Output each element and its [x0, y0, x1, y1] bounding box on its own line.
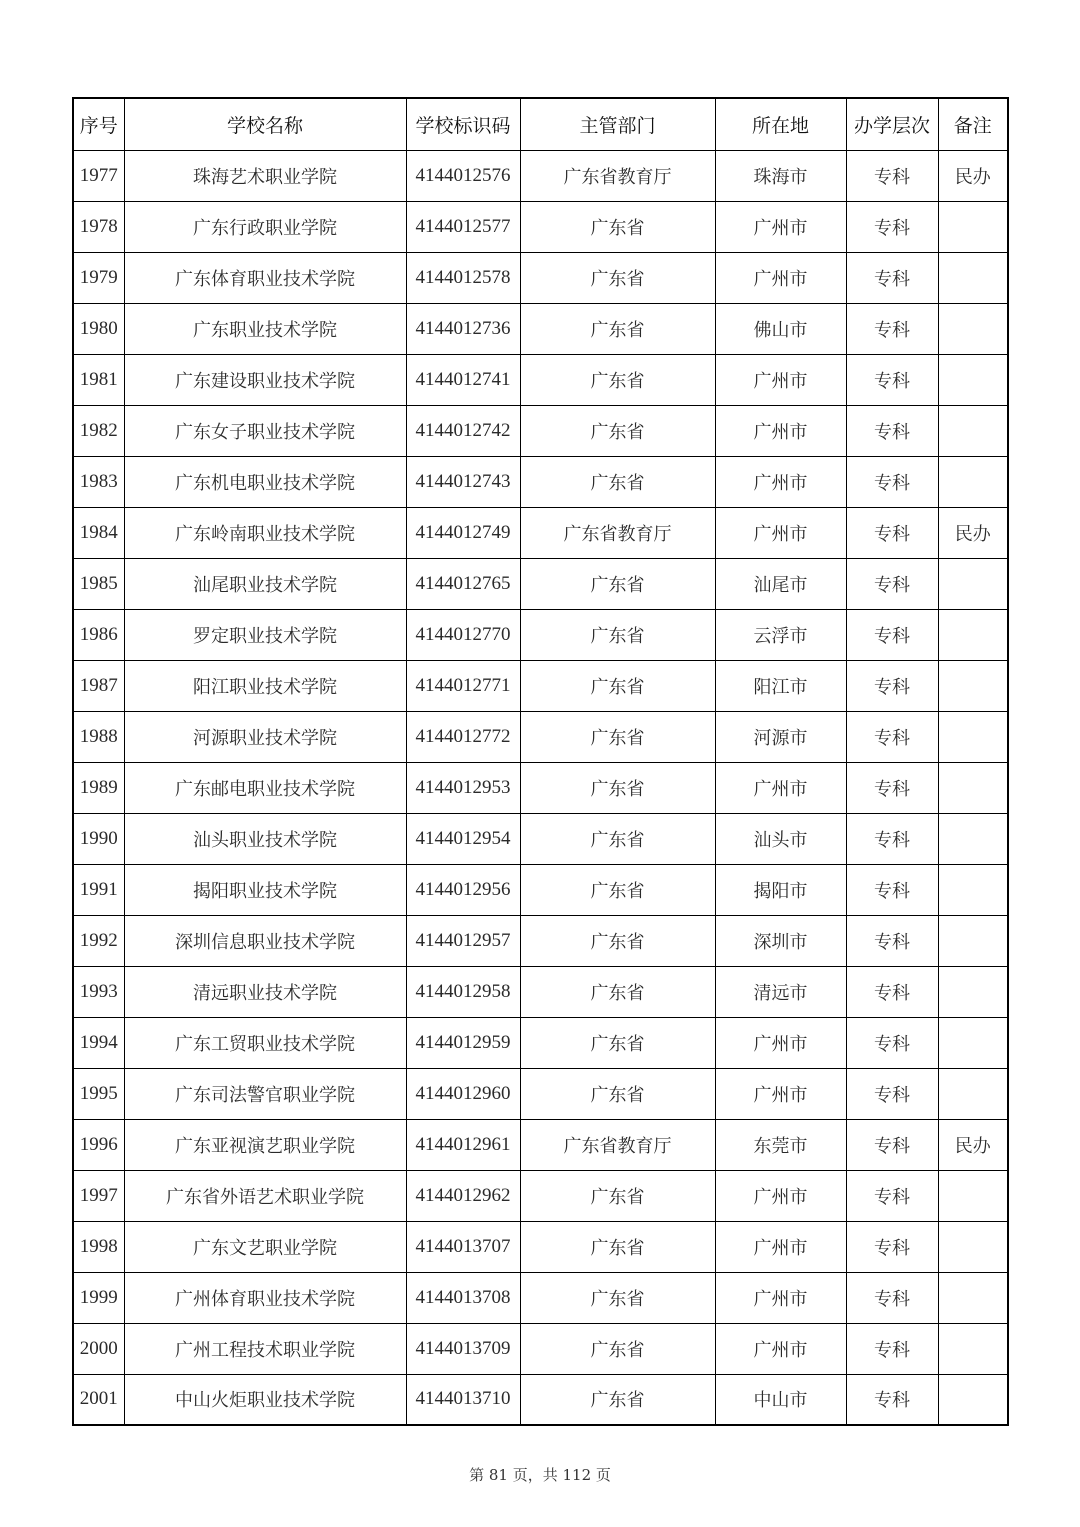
cell-school-name: 广东女子职业技术学院: [124, 405, 406, 456]
cell-level: 专科: [846, 1323, 938, 1374]
cell-department: 广东省: [520, 915, 715, 966]
cell-seq: 1990: [73, 813, 124, 864]
cell-department: 广东省: [520, 201, 715, 252]
table-row: [73, 558, 1008, 609]
cell-department: 广东省: [520, 1221, 715, 1272]
table-row: [73, 1323, 1008, 1374]
cell-location: 广州市: [715, 1068, 846, 1119]
cell-department: 广东省: [520, 303, 715, 354]
cell-department: 广东省: [520, 1272, 715, 1323]
header-note: 备注: [938, 98, 1008, 150]
cell-school-code: 4144012956: [406, 864, 520, 915]
header-level: 办学层次: [846, 98, 938, 150]
cell-note: [938, 1374, 1008, 1425]
cell-school-code: 4144012576: [406, 150, 520, 201]
cell-school-code: 4144012957: [406, 915, 520, 966]
cell-school-code: 4144012743: [406, 456, 520, 507]
table-row: [73, 813, 1008, 864]
cell-location: 东莞市: [715, 1119, 846, 1170]
cell-department: 广东省: [520, 966, 715, 1017]
cell-level: 专科: [846, 558, 938, 609]
table-row: [73, 507, 1008, 558]
cell-note: [938, 915, 1008, 966]
cell-note: [938, 762, 1008, 813]
cell-location: 中山市: [715, 1374, 846, 1425]
cell-seq: 1980: [73, 303, 124, 354]
table-row: [73, 1374, 1008, 1425]
cell-note: [938, 354, 1008, 405]
cell-location: 汕尾市: [715, 558, 846, 609]
cell-seq: 1993: [73, 966, 124, 1017]
cell-school-code: 4144012953: [406, 762, 520, 813]
cell-seq: 1995: [73, 1068, 124, 1119]
cell-note: [938, 1170, 1008, 1221]
cell-note: 民办: [938, 1119, 1008, 1170]
cell-level: 专科: [846, 150, 938, 201]
cell-location: 广州市: [715, 762, 846, 813]
cell-department: 广东省: [520, 354, 715, 405]
cell-school-name: 广东职业技术学院: [124, 303, 406, 354]
table-row: [73, 711, 1008, 762]
cell-school-code: 4144012961: [406, 1119, 520, 1170]
header-row: [73, 98, 1008, 150]
cell-school-name: 阳江职业技术学院: [124, 660, 406, 711]
table-row: [73, 405, 1008, 456]
cell-level: 专科: [846, 660, 938, 711]
cell-note: 民办: [938, 507, 1008, 558]
cell-level: 专科: [846, 1221, 938, 1272]
cell-location: 阳江市: [715, 660, 846, 711]
header-school-code: 学校标识码: [406, 98, 520, 150]
table-row: [73, 864, 1008, 915]
table-row: [73, 1170, 1008, 1221]
cell-level: 专科: [846, 915, 938, 966]
cell-location: 云浮市: [715, 609, 846, 660]
cell-level: 专科: [846, 354, 938, 405]
cell-department: 广东省: [520, 1170, 715, 1221]
cell-note: [938, 966, 1008, 1017]
cell-level: 专科: [846, 966, 938, 1017]
cell-note: [938, 864, 1008, 915]
cell-location: 广州市: [715, 1272, 846, 1323]
cell-school-code: 4144013709: [406, 1323, 520, 1374]
header-school-name: 学校名称: [124, 98, 406, 150]
cell-school-name: 广州体育职业技术学院: [124, 1272, 406, 1323]
table-row: [73, 609, 1008, 660]
cell-seq: 1981: [73, 354, 124, 405]
cell-school-name: 广东行政职业学院: [124, 201, 406, 252]
cell-seq: 1997: [73, 1170, 124, 1221]
cell-level: 专科: [846, 1272, 938, 1323]
table-row: [73, 201, 1008, 252]
page-footer: 第 81 页，共 112 页: [469, 1466, 611, 1484]
cell-note: [938, 252, 1008, 303]
table-body: [73, 150, 1008, 1425]
cell-department: 广东省: [520, 864, 715, 915]
table-row: [73, 1221, 1008, 1272]
cell-seq: 1998: [73, 1221, 124, 1272]
cell-location: 广州市: [715, 1221, 846, 1272]
table-row: [73, 303, 1008, 354]
cell-department: 广东省教育厅: [520, 150, 715, 201]
cell-school-code: 4144012736: [406, 303, 520, 354]
cell-school-code: 4144012765: [406, 558, 520, 609]
cell-department: 广东省: [520, 405, 715, 456]
cell-seq: 1994: [73, 1017, 124, 1068]
header-seq: 序号: [73, 98, 124, 150]
cell-location: 清远市: [715, 966, 846, 1017]
cell-school-name: 广东工贸职业技术学院: [124, 1017, 406, 1068]
cell-department: 广东省: [520, 762, 715, 813]
cell-location: 广州市: [715, 354, 846, 405]
header-location: 所在地: [715, 98, 846, 150]
cell-level: 专科: [846, 201, 938, 252]
cell-location: 深圳市: [715, 915, 846, 966]
cell-seq: 1989: [73, 762, 124, 813]
table-row: [73, 252, 1008, 303]
cell-seq: 1984: [73, 507, 124, 558]
cell-school-code: 4144013708: [406, 1272, 520, 1323]
cell-school-name: 广东省外语艺术职业学院: [124, 1170, 406, 1221]
cell-school-code: 4144012962: [406, 1170, 520, 1221]
cell-school-code: 4144012954: [406, 813, 520, 864]
cell-department: 广东省: [520, 1017, 715, 1068]
cell-school-name: 广州工程技术职业学院: [124, 1323, 406, 1374]
table-row: [73, 1017, 1008, 1068]
cell-school-code: 4144012770: [406, 609, 520, 660]
cell-note: [938, 1068, 1008, 1119]
cell-level: 专科: [846, 303, 938, 354]
cell-school-name: 河源职业技术学院: [124, 711, 406, 762]
cell-level: 专科: [846, 609, 938, 660]
cell-school-name: 揭阳职业技术学院: [124, 864, 406, 915]
cell-school-name: 汕尾职业技术学院: [124, 558, 406, 609]
cell-location: 佛山市: [715, 303, 846, 354]
cell-school-code: 4144012742: [406, 405, 520, 456]
table-row: [73, 354, 1008, 405]
cell-school-code: 4144013707: [406, 1221, 520, 1272]
cell-location: 广州市: [715, 1170, 846, 1221]
cell-location: 广州市: [715, 456, 846, 507]
cell-school-code: 4144012749: [406, 507, 520, 558]
cell-seq: 1986: [73, 609, 124, 660]
cell-seq: 1996: [73, 1119, 124, 1170]
cell-level: 专科: [846, 252, 938, 303]
cell-school-code: 4144012959: [406, 1017, 520, 1068]
cell-school-name: 珠海艺术职业学院: [124, 150, 406, 201]
cell-level: 专科: [846, 1374, 938, 1425]
cell-level: 专科: [846, 762, 938, 813]
cell-note: [938, 813, 1008, 864]
table-row: [73, 1119, 1008, 1170]
cell-department: 广东省教育厅: [520, 1119, 715, 1170]
table-row: [73, 915, 1008, 966]
cell-seq: 1988: [73, 711, 124, 762]
cell-note: [938, 558, 1008, 609]
cell-school-name: 广东机电职业技术学院: [124, 456, 406, 507]
cell-school-name: 广东司法警官职业学院: [124, 1068, 406, 1119]
cell-note: [938, 405, 1008, 456]
cell-school-name: 广东亚视演艺职业学院: [124, 1119, 406, 1170]
cell-school-code: 4144012771: [406, 660, 520, 711]
cell-note: [938, 711, 1008, 762]
cell-department: 广东省: [520, 660, 715, 711]
cell-location: 广州市: [715, 1017, 846, 1068]
cell-school-code: 4144012741: [406, 354, 520, 405]
cell-location: 揭阳市: [715, 864, 846, 915]
cell-note: [938, 609, 1008, 660]
cell-school-code: 4144012958: [406, 966, 520, 1017]
school-table: [72, 97, 1009, 1426]
cell-department: 广东省: [520, 609, 715, 660]
cell-seq: 1979: [73, 252, 124, 303]
cell-seq: 2001: [73, 1374, 124, 1425]
cell-school-name: 罗定职业技术学院: [124, 609, 406, 660]
cell-note: [938, 1017, 1008, 1068]
cell-level: 专科: [846, 456, 938, 507]
cell-seq: 1987: [73, 660, 124, 711]
cell-department: 广东省: [520, 813, 715, 864]
cell-location: 广州市: [715, 1323, 846, 1374]
cell-seq: 1992: [73, 915, 124, 966]
cell-department: 广东省: [520, 1068, 715, 1119]
cell-school-name: 汕头职业技术学院: [124, 813, 406, 864]
table-row: [73, 456, 1008, 507]
cell-department: 广东省: [520, 711, 715, 762]
cell-level: 专科: [846, 507, 938, 558]
cell-note: [938, 1323, 1008, 1374]
cell-school-code: 4144012578: [406, 252, 520, 303]
cell-level: 专科: [846, 813, 938, 864]
cell-school-code: 4144013710: [406, 1374, 520, 1425]
cell-school-code: 4144012772: [406, 711, 520, 762]
cell-school-name: 广东岭南职业技术学院: [124, 507, 406, 558]
cell-school-name: 广东体育职业技术学院: [124, 252, 406, 303]
cell-note: [938, 201, 1008, 252]
cell-school-code: 4144012577: [406, 201, 520, 252]
cell-seq: 1991: [73, 864, 124, 915]
cell-location: 广州市: [715, 507, 846, 558]
cell-school-name: 深圳信息职业技术学院: [124, 915, 406, 966]
table-row: [73, 1272, 1008, 1323]
cell-note: [938, 1272, 1008, 1323]
cell-location: 广州市: [715, 405, 846, 456]
cell-department: 广东省: [520, 1374, 715, 1425]
table-row: [73, 966, 1008, 1017]
cell-department: 广东省: [520, 252, 715, 303]
cell-location: 广州市: [715, 252, 846, 303]
cell-seq: 1983: [73, 456, 124, 507]
cell-note: [938, 660, 1008, 711]
cell-location: 汕头市: [715, 813, 846, 864]
table-row: [73, 1068, 1008, 1119]
cell-school-name: 广东文艺职业学院: [124, 1221, 406, 1272]
cell-location: 珠海市: [715, 150, 846, 201]
cell-level: 专科: [846, 1119, 938, 1170]
cell-department: 广东省: [520, 1323, 715, 1374]
cell-note: [938, 1221, 1008, 1272]
cell-level: 专科: [846, 1068, 938, 1119]
cell-school-name: 中山火炬职业技术学院: [124, 1374, 406, 1425]
table-row: [73, 762, 1008, 813]
cell-level: 专科: [846, 711, 938, 762]
cell-department: 广东省教育厅: [520, 507, 715, 558]
cell-school-name: 广东建设职业技术学院: [124, 354, 406, 405]
cell-location: 广州市: [715, 201, 846, 252]
cell-seq: 1985: [73, 558, 124, 609]
cell-level: 专科: [846, 405, 938, 456]
cell-seq: 1978: [73, 201, 124, 252]
cell-school-name: 清远职业技术学院: [124, 966, 406, 1017]
table-row: [73, 150, 1008, 201]
cell-note: [938, 456, 1008, 507]
cell-note: [938, 303, 1008, 354]
cell-seq: 1999: [73, 1272, 124, 1323]
cell-note: 民办: [938, 150, 1008, 201]
table-row: [73, 660, 1008, 711]
cell-location: 河源市: [715, 711, 846, 762]
cell-level: 专科: [846, 1170, 938, 1221]
cell-level: 专科: [846, 1017, 938, 1068]
cell-seq: 1977: [73, 150, 124, 201]
cell-school-name: 广东邮电职业技术学院: [124, 762, 406, 813]
header-department: 主管部门: [520, 98, 715, 150]
cell-seq: 1982: [73, 405, 124, 456]
cell-level: 专科: [846, 864, 938, 915]
cell-seq: 2000: [73, 1323, 124, 1374]
cell-department: 广东省: [520, 558, 715, 609]
cell-school-code: 4144012960: [406, 1068, 520, 1119]
cell-department: 广东省: [520, 456, 715, 507]
